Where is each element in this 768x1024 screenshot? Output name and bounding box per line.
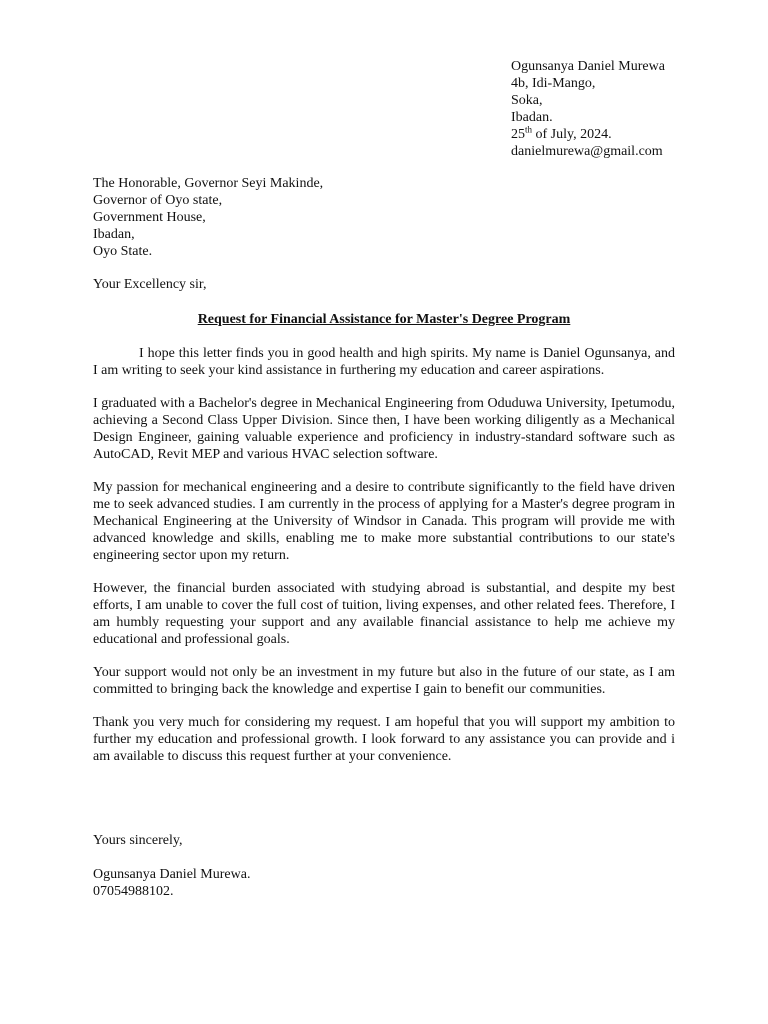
recipient-line: Governor of Oyo state,	[93, 193, 223, 208]
recipient-line: Oyo State.	[93, 244, 153, 259]
sender-email: danielmurewa@gmail.com	[511, 144, 663, 159]
letter-body	[93, 345, 675, 781]
sender-address-line: 4b, Idi-Mango,	[511, 76, 596, 91]
body-paragraph: Your support would not only be an investment in my future but also in the future of our state, as I am committed to bringing back the knowledge and expertise I gain to benefit our communities.	[93, 665, 675, 697]
signature-phone: 07054988102.	[93, 884, 174, 899]
body-paragraph: I graduated with a Bachelor's degree in Mechanical Engineering from Oduduwa University, Ipetumodu, achieving a Second Class Upper Division. Since then, I have been working diligently as a Mechanical Design Engineer, gaining valuable experience and proficiency in industry-standard software such as AutoCAD, Revit MEP and various HVAC selection software.	[93, 396, 675, 462]
sender-name: Ogunsanya Daniel Murewa	[511, 59, 665, 74]
signature-name: Ogunsanya Daniel Murewa.	[93, 867, 251, 882]
salutation: Your Excellency sir,	[93, 277, 207, 292]
signature-block	[93, 866, 250, 900]
date-day: 25	[511, 127, 525, 142]
letter-subject: Request for Financial Assistance for Master's Degree Program	[197, 312, 571, 327]
recipient-address-block	[93, 175, 493, 260]
sender-address-block	[511, 58, 741, 160]
letter-date	[511, 126, 741, 143]
body-paragraph: Thank you very much for considering my request. I am hopeful that you will support my ambition to further my education and professional growth. I look forward to any assistance you can provide and i am available to discuss this request further at your convenience.	[93, 715, 675, 764]
date-rest: of July, 2024.	[532, 127, 612, 142]
sender-address-line: Soka,	[511, 93, 543, 108]
sender-address-line: Ibadan.	[511, 110, 553, 125]
body-paragraph: However, the financial burden associated with studying abroad is substantial, and despite my best efforts, I am unable to cover the full cost of tuition, living expenses, and other related fees. Therefore, I am humbly requesting your support and any available financial assistance to help me achieve my educational and professional goals.	[93, 581, 675, 647]
date-suffix: th	[525, 124, 533, 135]
recipient-line: Government House,	[93, 210, 206, 225]
closing: Yours sincerely,	[93, 833, 183, 848]
recipient-line: Ibadan,	[93, 227, 135, 242]
recipient-line: The Honorable, Governor Seyi Makinde,	[93, 176, 324, 191]
body-paragraph: I hope this letter finds you in good health and high spirits. My name is Daniel Ogunsanya, and I am writing to seek your kind assistance in furthering my education and career aspirations.	[93, 346, 675, 378]
body-paragraph: My passion for mechanical engineering and a desire to contribute significantly to the field have driven me to seek advanced studies. I am currently in the process of applying for a Master's degree program in Mechanical Engineering at the University of Windsor in Canada. This program will provide me with advanced knowledge and skills, enabling me to make more substantial contributions to our state's engineering sector upon my return.	[93, 480, 675, 563]
